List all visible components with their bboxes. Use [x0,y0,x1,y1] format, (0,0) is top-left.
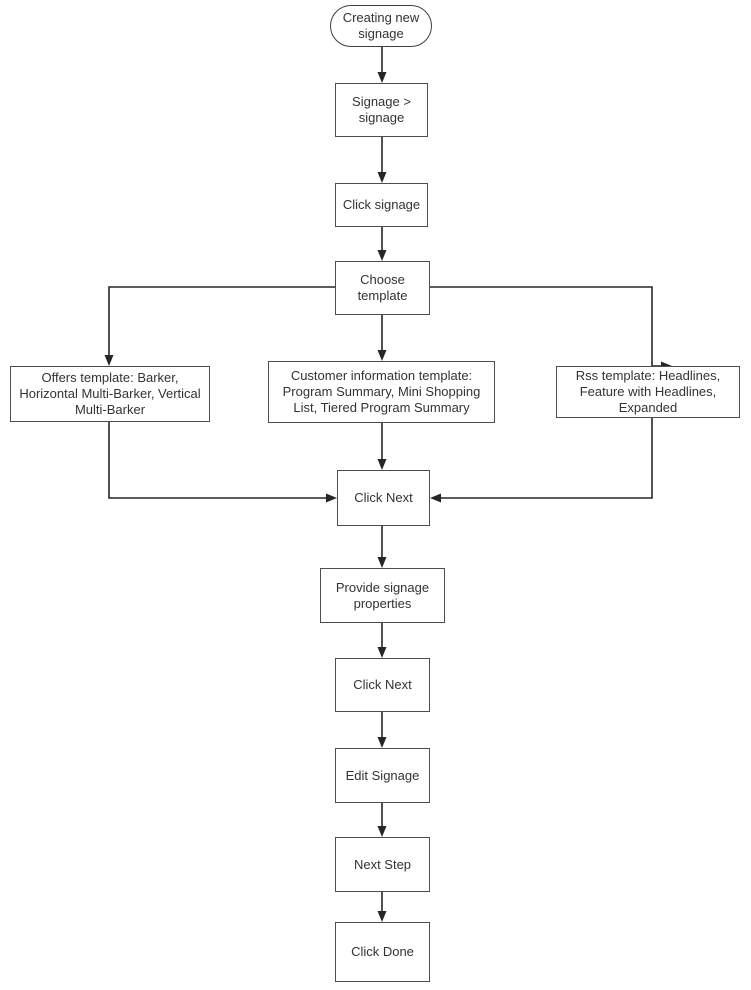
edge-provide-signage-properties-to-click-next-2 [378,623,387,658]
node-creating-new-signage: Creating new signage [330,5,432,47]
node-customer-information-template: Customer information template: Program Summary, Mini Shopping List, Tiered Program Summary [268,361,495,423]
edge-choose-template-to-customer-information-template [378,315,387,361]
edge-click-next-1-to-provide-signage-properties [378,526,387,568]
node-choose-template: Choose template [335,261,430,315]
node-offers-template: Offers template: Barker, Horizontal Multi-Barker, Vertical Multi-Barker [10,366,210,422]
node-next-step: Next Step [335,837,430,892]
edge-choose-template-to-offers-template [105,287,336,366]
edge-click-signage-to-choose-template [378,227,387,261]
node-click-next-1: Click Next [337,470,430,526]
edge-customer-information-template-to-click-next-1 [378,423,387,470]
node-click-done: Click Done [335,922,430,982]
node-rss-template: Rss template: Headlines, Feature with Headlines, Expanded [556,366,740,418]
edge-edit-signage-to-next-step [378,803,387,837]
node-click-next-2: Click Next [335,658,430,712]
node-edit-signage: Edit Signage [335,748,430,803]
node-provide-signage-properties: Provide signage properties [320,568,445,623]
edge-offers-template-to-click-next-1 [109,422,337,503]
edge-choose-template-to-rss-template [430,287,672,371]
edge-creating-new-signage-to-signage-menu [378,47,387,83]
edge-click-next-2-to-edit-signage [378,712,387,748]
edge-signage-menu-to-click-signage [378,137,387,183]
edge-next-step-to-click-done [378,892,387,922]
edge-rss-template-to-click-next-1 [430,418,652,503]
node-click-signage: Click signage [335,183,428,227]
node-signage-menu: Signage > signage [335,83,428,137]
